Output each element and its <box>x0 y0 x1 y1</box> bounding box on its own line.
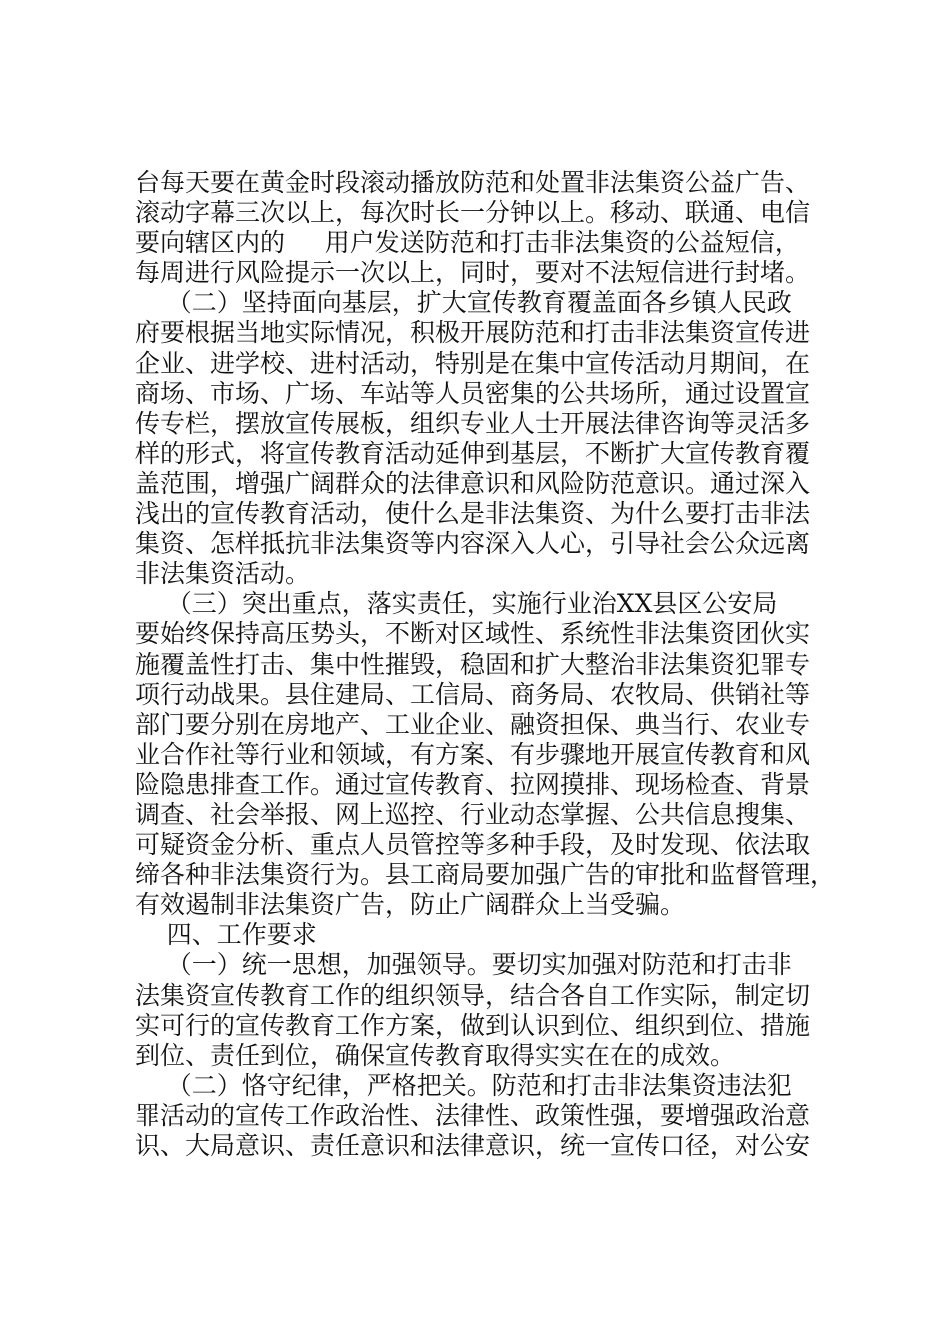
text-line-28: 法集资宣传教育工作的组织领导，结合各自工作实际，制定切 <box>135 980 811 1010</box>
text-line-5: （二）坚持面向基层，扩大宣传教育覆盖面各乡镇人民政 <box>135 288 792 318</box>
section-heading: 四、工作要求 <box>135 920 317 950</box>
text-line-17: 施覆盖性打击、集中性摧毁，稳固和扩大整治非法集资犯罪专 <box>135 649 811 679</box>
text-line-27: （一）统一思想，加强领导。要切实加强对防范和打击非 <box>135 950 792 980</box>
text-line-30: 到位、责任到位，确保宣传教育取得实实在在的成效。 <box>135 1040 736 1070</box>
text-line-7: 企业、进学校、进村活动，特别是在集中宣传活动月期间，在 <box>135 348 811 378</box>
text-line-11: 盖范围，增强广阔群众的法律意识和风险防范意识。通过深入 <box>135 468 811 498</box>
text-line-18: 项行动战果。县住建局、工信局、商务局、农牧局、供销社等 <box>135 679 811 709</box>
text-line-29: 实可行的宣传教育工作方案，做到认识到位、组织到位、措施 <box>135 1010 811 1040</box>
text-line-9: 传专栏，摆放宣传展板，组织专业人士开展法律咨询等灵活多 <box>135 408 811 438</box>
text-line-21: 险隐患排查工作。通过宣传教育、拉网摸排、现场检查、背景 <box>135 769 811 799</box>
text-line-13: 集资、怎样抵抗非法集资等内容深入人心，引导社会公众远离 <box>135 529 811 559</box>
text-line-33: 识、大局意识、责任意识和法律意识，统一宣传口径，对公安 <box>135 1131 811 1160</box>
text-line-1: 台每天要在黄金时段滚动播放防范和处置非法集资公益广告、 <box>135 168 811 197</box>
text-line-10: 样的形式，将宣传教育活动延伸到基层，不断扩大宣传教育覆 <box>135 438 811 468</box>
text-line-16: 要始终保持高压势头，不断对区域性、系统性非法集资团伙实 <box>135 619 811 649</box>
text-line-8: 商场、市场、广场、车站等人员密集的公共场所，通过设置宣 <box>135 378 811 408</box>
text-line-14: 非法集资活动。 <box>135 559 311 589</box>
text-line-22: 调查、社会举报、网上巡控、行业动态掌握、公共信息搜集、 <box>135 799 811 829</box>
text-line-15: （三）突出重点，落实责任，实施行业治XX县区公安局 <box>135 589 778 619</box>
text-line-12: 浅出的宣传教育活动，使什么是非法集资、为什么要打击非法 <box>135 499 811 529</box>
text-line-19: 部门要分别在房地产、工业企业、融资担保、典当行、农业专 <box>135 709 811 739</box>
text-line-23: 可疑资金分析、重点人员管控等多种手段，及时发现、依法取 <box>135 830 811 860</box>
text-line-2: 滚动字幕三次以上，每次时长一分钟以上。移动、联通、电信 <box>135 198 811 228</box>
text-line-25: 有效遏制非法集资广告，防止广阔群众上当受骗。 <box>135 890 686 920</box>
body-text <box>135 168 835 1161</box>
text-line-31: （二）恪守纪律，严格把关。防范和打击非法集资违法犯 <box>135 1070 792 1100</box>
text-line-6: 府要根据当地实际情况，积极开展防范和打击非法集资宣传进 <box>135 318 811 348</box>
text-line-3: 要向辖区内的 用户发送防范和打击非法集资的公益短信， <box>135 228 800 258</box>
text-line-32: 罪活动的宣传工作政治性、法律性、政策性强，要增强政治意 <box>135 1100 811 1130</box>
text-line-4: 每周进行风险提示一次以上，同时，要对不法短信进行封堵。 <box>135 258 811 288</box>
text-line-24: 缔各种非法集资行为。县工商局要加强广告的审批和监督管理， <box>135 860 836 890</box>
text-line-20: 业合作社等行业和领域，有方案、有步骤地开展宣传教育和风 <box>135 739 811 769</box>
